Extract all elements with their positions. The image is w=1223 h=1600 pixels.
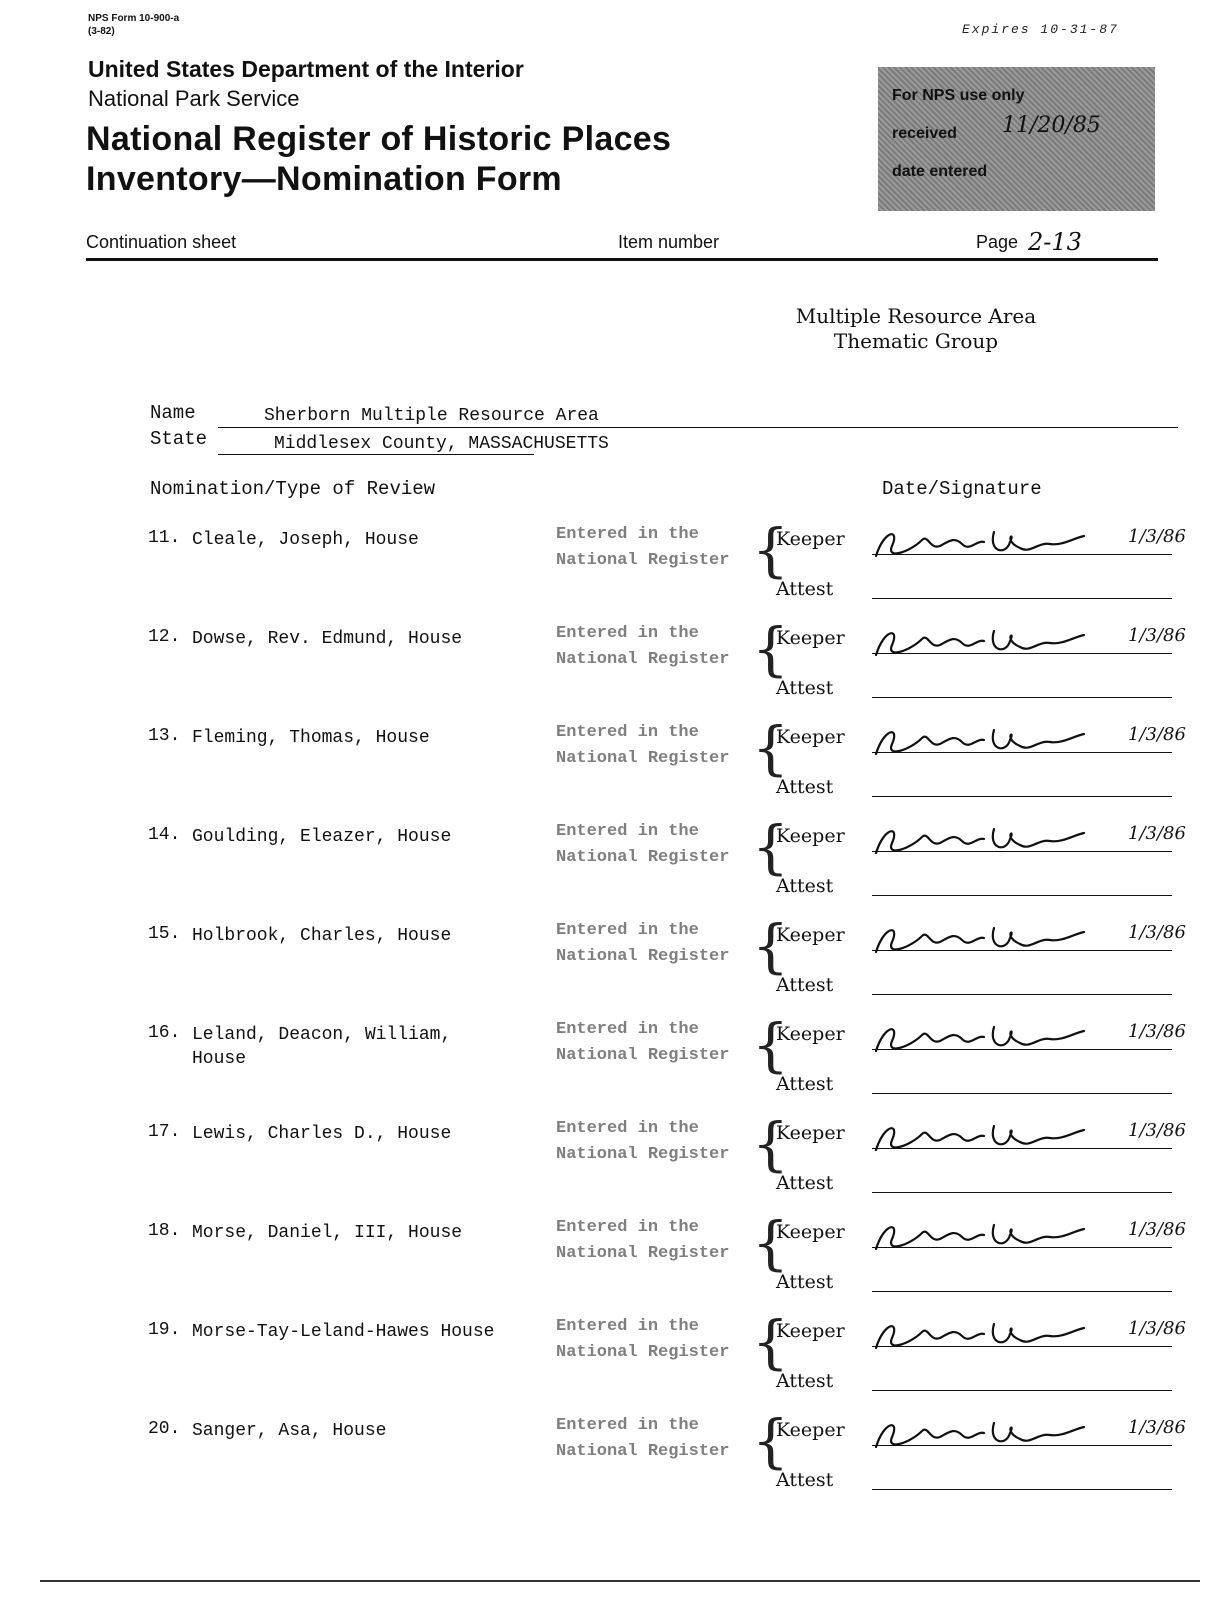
keeper-signature-line bbox=[872, 752, 1172, 753]
signature-date: 1/3/86 bbox=[1128, 526, 1186, 547]
entered-stamp: Entered in the National Register bbox=[556, 1317, 730, 1362]
list-item bbox=[0, 1110, 1223, 1221]
entry-number: 11. bbox=[148, 528, 181, 548]
attest-signature-line bbox=[872, 796, 1172, 797]
keeper-label: Keeper bbox=[776, 1320, 845, 1342]
signature-date: 1/3/86 bbox=[1128, 1021, 1186, 1042]
keeper-signature bbox=[870, 1116, 1100, 1162]
entry-name: Morse, Daniel, III, House bbox=[192, 1223, 463, 1243]
entry-name: Goulding, Eleazer, House bbox=[192, 827, 452, 847]
keeper-signature bbox=[870, 1215, 1100, 1261]
keeper-signature-line bbox=[872, 653, 1172, 654]
attest-label: Attest bbox=[776, 776, 834, 798]
signature-date: 1/3/86 bbox=[1128, 1120, 1186, 1141]
brace-mark: { bbox=[752, 1308, 789, 1376]
attest-label: Attest bbox=[776, 1073, 834, 1095]
list-item bbox=[0, 1407, 1223, 1518]
keeper-signature-line bbox=[872, 1445, 1172, 1446]
name-value: Sherborn Multiple Resource Area bbox=[264, 406, 599, 426]
entry-number: 14. bbox=[148, 825, 181, 845]
keeper-signature-line bbox=[872, 950, 1172, 951]
attest-label: Attest bbox=[776, 1271, 834, 1293]
keeper-signature bbox=[870, 819, 1100, 865]
entry-name: Cleale, Joseph, House bbox=[192, 530, 419, 550]
entered-stamp: Entered in the National Register bbox=[556, 822, 730, 867]
entry-number: 16. bbox=[148, 1023, 181, 1043]
attest-label: Attest bbox=[776, 875, 834, 897]
nps-use-label: For NPS use only bbox=[892, 87, 1025, 104]
keeper-signature bbox=[870, 522, 1100, 568]
state-label: State bbox=[150, 428, 208, 450]
keeper-label: Keeper bbox=[776, 726, 845, 748]
keeper-signature bbox=[870, 1017, 1100, 1063]
keeper-label: Keeper bbox=[776, 528, 845, 550]
attest-label: Attest bbox=[776, 1469, 834, 1491]
entry-number: 20. bbox=[148, 1419, 181, 1439]
brace-mark: { bbox=[752, 615, 789, 683]
form-title-line1: National Register of Historic Places bbox=[86, 120, 672, 158]
signature-date: 1/3/86 bbox=[1128, 1417, 1186, 1438]
keeper-signature-line bbox=[872, 1049, 1172, 1050]
state-underline bbox=[218, 454, 534, 455]
keeper-signature-line bbox=[872, 851, 1172, 852]
keeper-signature bbox=[870, 1314, 1100, 1360]
page-bottom-edge bbox=[40, 1580, 1200, 1582]
form-title-line2: Inventory—Nomination Form bbox=[86, 160, 562, 198]
attest-signature-line bbox=[872, 1489, 1172, 1490]
item-number-label: Item number bbox=[618, 232, 720, 252]
name-label: Name bbox=[150, 402, 196, 424]
entry-name: Sanger, Asa, House bbox=[192, 1421, 387, 1441]
form-number bbox=[88, 12, 179, 38]
entry-number: 18. bbox=[148, 1221, 181, 1241]
brace-mark: { bbox=[752, 714, 789, 782]
expires-date: Expires 10-31-87 bbox=[962, 22, 1119, 37]
list-item bbox=[0, 1308, 1223, 1419]
keeper-signature bbox=[870, 1413, 1100, 1459]
entry-name: Leland, Deacon, William, House bbox=[192, 1025, 452, 1069]
nps-use-box bbox=[878, 67, 1155, 211]
attest-label: Attest bbox=[776, 1370, 834, 1392]
brace-mark: { bbox=[752, 1407, 789, 1475]
attest-signature-line bbox=[872, 1093, 1172, 1094]
keeper-signature-line bbox=[872, 1148, 1172, 1149]
attest-signature-line bbox=[872, 1291, 1172, 1292]
entry-name: Fleming, Thomas, House bbox=[192, 728, 430, 748]
brace-mark: { bbox=[752, 516, 789, 584]
attest-signature-line bbox=[872, 994, 1172, 995]
department-heading: United States Department of the Interior bbox=[88, 56, 524, 82]
entered-stamp: Entered in the National Register bbox=[556, 1020, 730, 1065]
list-item bbox=[0, 714, 1223, 825]
page-number-handwritten: 2-13 bbox=[1028, 228, 1082, 256]
attest-label: Attest bbox=[776, 677, 834, 699]
attest-label: Attest bbox=[776, 1172, 834, 1194]
form-number-line2: (3-82) bbox=[88, 26, 115, 37]
keeper-signature-line bbox=[872, 1247, 1172, 1248]
state-value: Middlesex County, MASSACHUSETTS bbox=[274, 434, 609, 454]
brace-mark: { bbox=[752, 1011, 789, 1079]
entry-name: Dowse, Rev. Edmund, House bbox=[192, 629, 463, 649]
date-entered-label: date entered bbox=[892, 163, 988, 180]
signature-date: 1/3/86 bbox=[1128, 724, 1186, 745]
keeper-signature-line bbox=[872, 554, 1172, 555]
keeper-label: Keeper bbox=[776, 924, 845, 946]
nomination-column-header: Nomination/Type of Review bbox=[150, 478, 436, 500]
entered-stamp: Entered in the National Register bbox=[556, 624, 730, 669]
entered-stamp: Entered in the National Register bbox=[556, 1218, 730, 1263]
keeper-label: Keeper bbox=[776, 1221, 845, 1243]
entered-stamp: Entered in the National Register bbox=[556, 525, 730, 570]
entry-name: Lewis, Charles D., House bbox=[192, 1124, 452, 1144]
keeper-label: Keeper bbox=[776, 1419, 845, 1441]
form-number-line1: NPS Form 10-900-a bbox=[88, 13, 180, 24]
page-label: Page bbox=[976, 232, 1019, 252]
entered-stamp: Entered in the National Register bbox=[556, 921, 730, 966]
entry-name: Holbrook, Charles, House bbox=[192, 926, 452, 946]
service-heading: National Park Service bbox=[88, 86, 300, 111]
name-underline bbox=[218, 427, 1178, 428]
group-line1: Multiple Resource Area bbox=[795, 304, 1037, 328]
entered-stamp: Entered in the National Register bbox=[556, 1416, 730, 1461]
entry-name: Morse-Tay-Leland-Hawes House bbox=[192, 1322, 495, 1342]
attest-signature-line bbox=[872, 1192, 1172, 1193]
keeper-signature bbox=[870, 918, 1100, 964]
group-heading bbox=[776, 304, 1056, 354]
keeper-signature bbox=[870, 621, 1100, 667]
entered-stamp: Entered in the National Register bbox=[556, 723, 730, 768]
list-item bbox=[0, 813, 1223, 924]
brace-mark: { bbox=[752, 912, 789, 980]
received-value: 11/20/85 bbox=[1002, 113, 1101, 138]
list-item bbox=[0, 912, 1223, 1023]
list-item bbox=[0, 516, 1223, 627]
list-item bbox=[0, 1209, 1223, 1320]
entry-number: 12. bbox=[148, 627, 181, 647]
entry-number: 17. bbox=[148, 1122, 181, 1142]
attest-label: Attest bbox=[776, 974, 834, 996]
signature-date: 1/3/86 bbox=[1128, 823, 1186, 844]
header-rule bbox=[86, 258, 1158, 261]
entered-stamp: Entered in the National Register bbox=[556, 1119, 730, 1164]
group-line2: Thematic Group bbox=[833, 329, 999, 353]
signature-date: 1/3/86 bbox=[1128, 1219, 1186, 1240]
signature-date: 1/3/86 bbox=[1128, 1318, 1186, 1339]
signature-column-header: Date/Signature bbox=[882, 478, 1042, 500]
list-item bbox=[0, 1011, 1223, 1122]
attest-label: Attest bbox=[776, 578, 834, 600]
list-item bbox=[0, 615, 1223, 726]
keeper-label: Keeper bbox=[776, 1122, 845, 1144]
attest-signature-line bbox=[872, 895, 1172, 896]
attest-signature-line bbox=[872, 598, 1172, 599]
keeper-signature-line bbox=[872, 1346, 1172, 1347]
entry-number: 15. bbox=[148, 924, 181, 944]
attest-signature-line bbox=[872, 697, 1172, 698]
continuation-sheet-label: Continuation sheet bbox=[86, 232, 237, 252]
received-label: received bbox=[892, 125, 957, 142]
brace-mark: { bbox=[752, 1209, 789, 1277]
brace-mark: { bbox=[752, 1110, 789, 1178]
signature-date: 1/3/86 bbox=[1128, 922, 1186, 943]
keeper-label: Keeper bbox=[776, 825, 845, 847]
keeper-signature bbox=[870, 720, 1100, 766]
brace-mark: { bbox=[752, 813, 789, 881]
entry-number: 19. bbox=[148, 1320, 181, 1340]
keeper-label: Keeper bbox=[776, 1023, 845, 1045]
entry-number: 13. bbox=[148, 726, 181, 746]
attest-signature-line bbox=[872, 1390, 1172, 1391]
signature-date: 1/3/86 bbox=[1128, 625, 1186, 646]
keeper-label: Keeper bbox=[776, 627, 845, 649]
